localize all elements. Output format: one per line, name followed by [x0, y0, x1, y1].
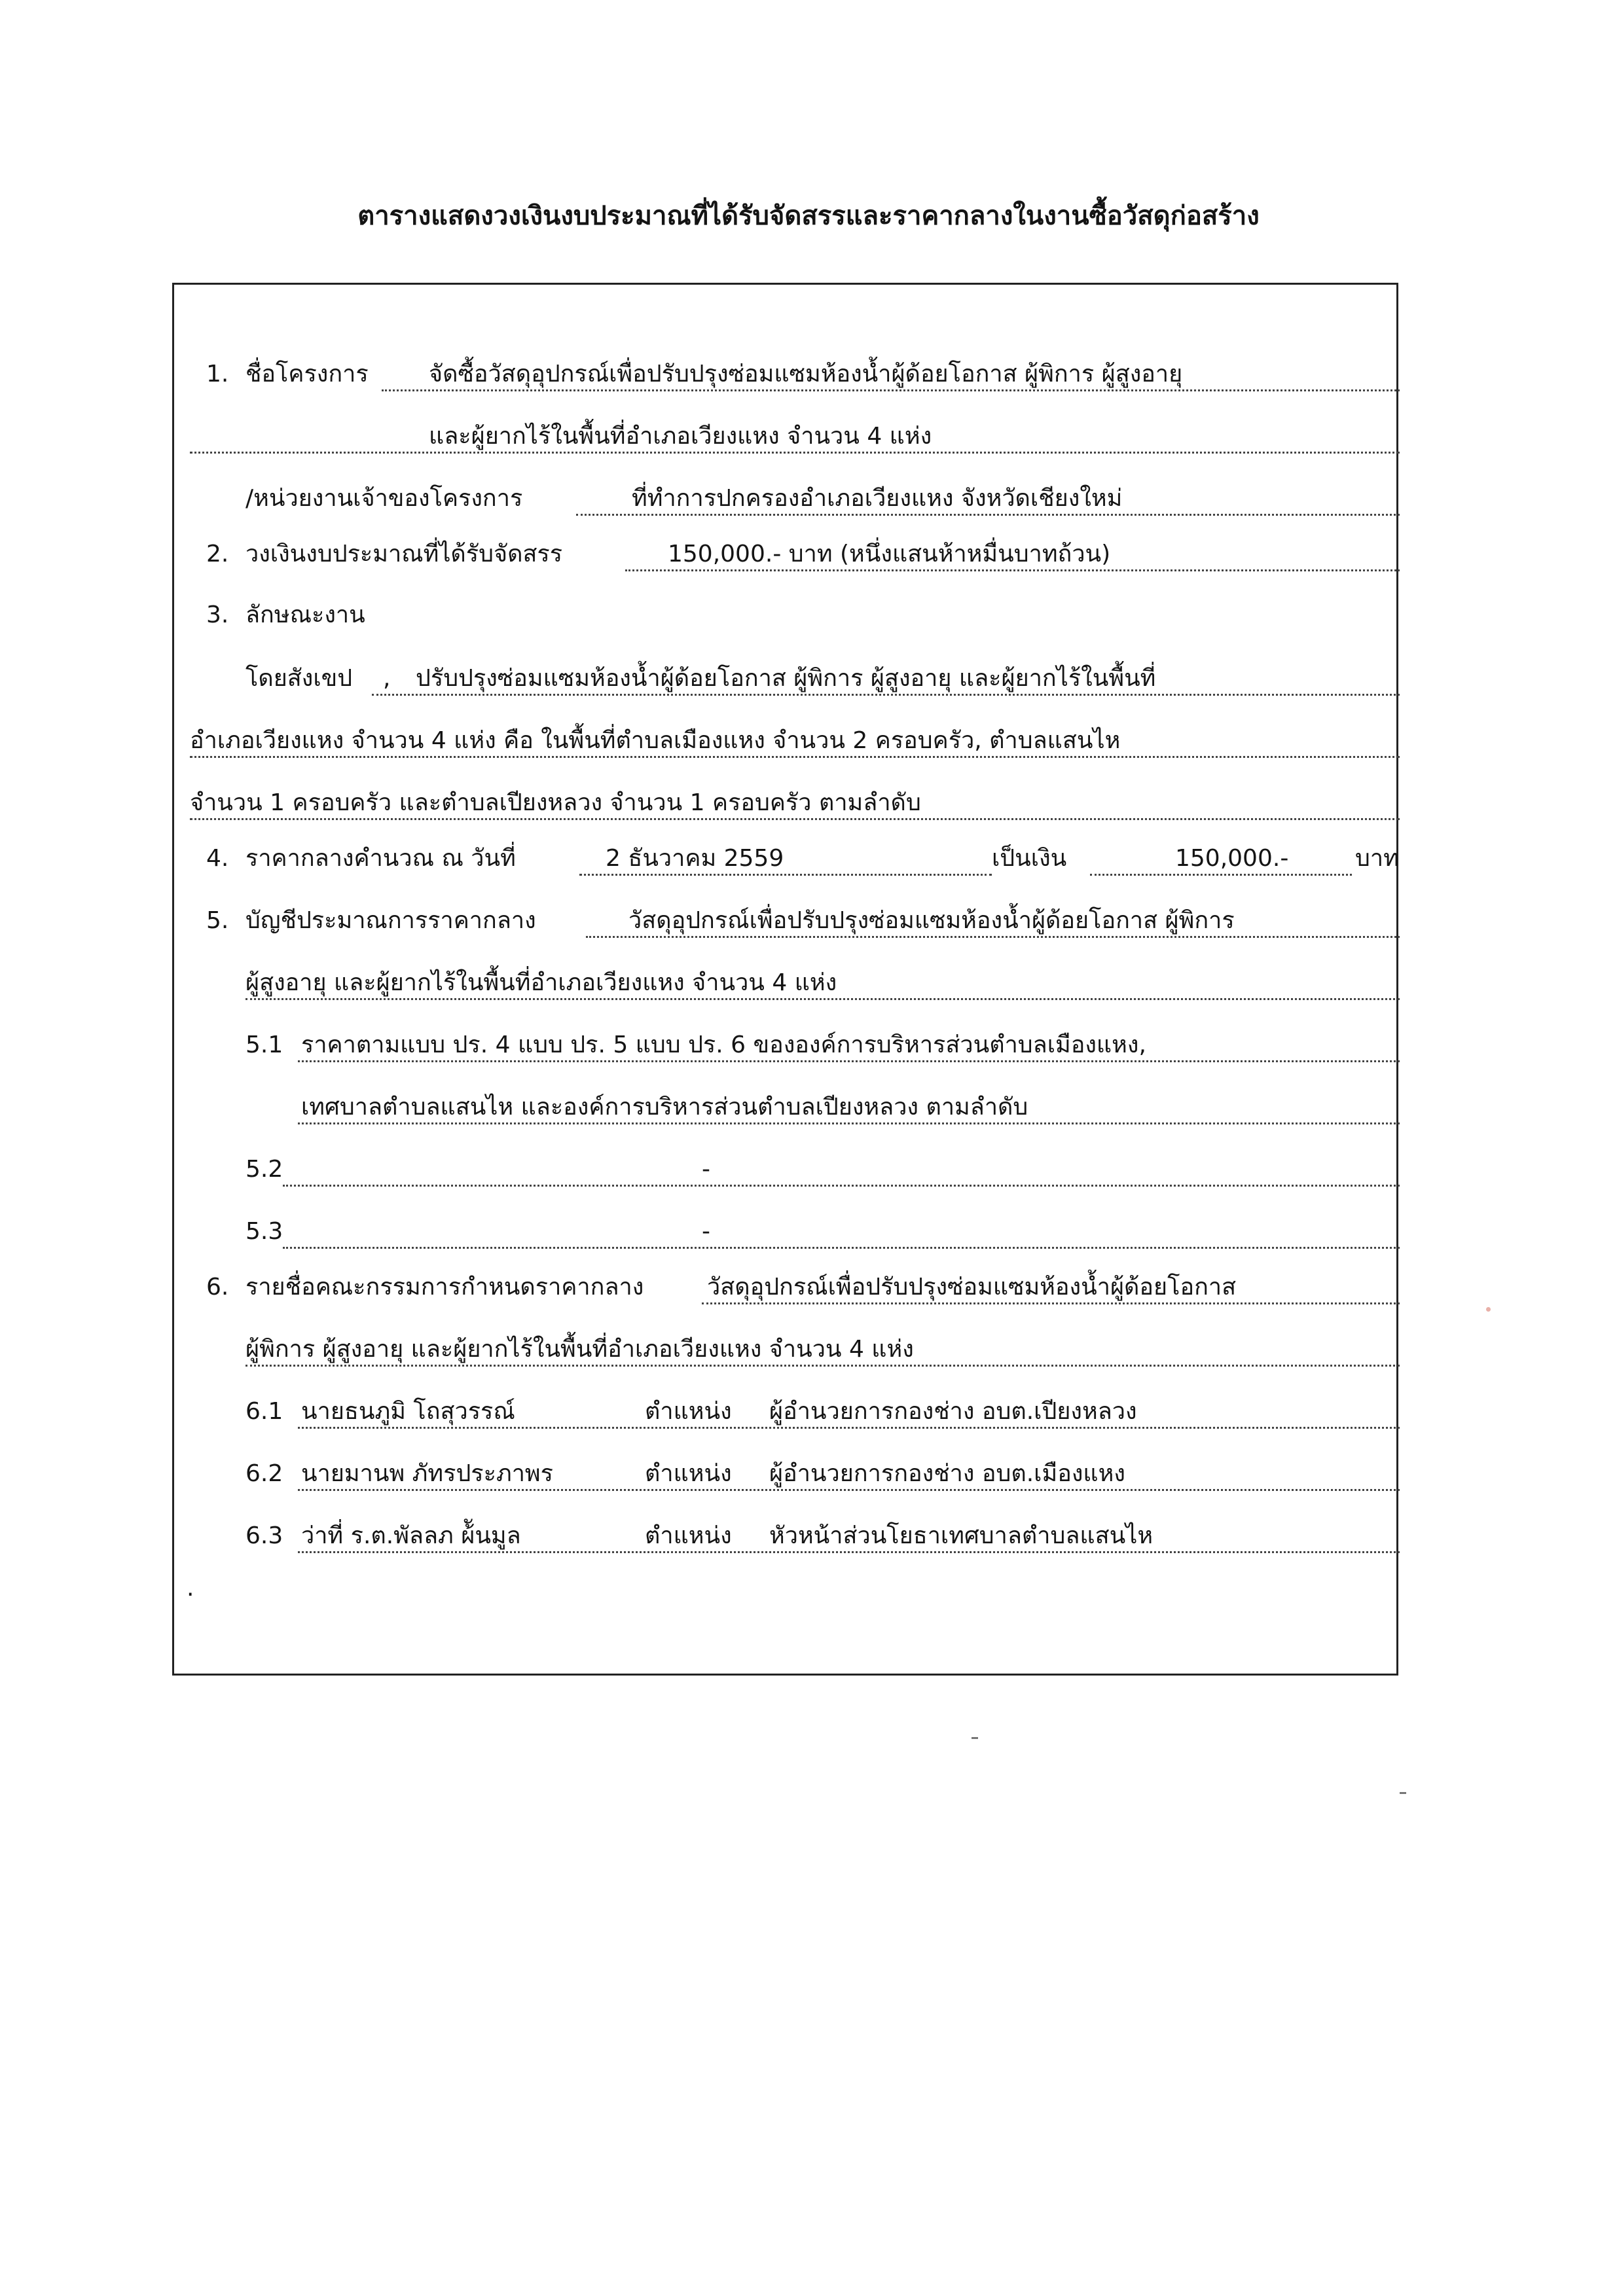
- item3-row: [0, 594, 1617, 634]
- item1-label: ชื่อโครงการ: [245, 361, 369, 387]
- item2-number: 2.: [206, 541, 229, 567]
- item3-summary-row2: [0, 720, 1617, 759]
- item5-row2: [0, 962, 1617, 1001]
- item5-1-row1: [0, 1024, 1617, 1064]
- item1-project-name-cont: และผู้ยากไร้ในพื้นที่อำเภอเวียงแหง จำนวน 4 แห่ง: [429, 423, 932, 450]
- item5-1-fill-line-2: [298, 1122, 1400, 1124]
- item6-fill-line-1: [702, 1302, 1400, 1304]
- item4-number: 4.: [206, 845, 229, 872]
- item6-number: 6.: [206, 1274, 229, 1300]
- item5-3-fill-line: [283, 1247, 1400, 1249]
- member-1-number: 6.1: [245, 1398, 283, 1425]
- scan-speck: [1486, 1307, 1491, 1312]
- item5-2-fill-line: [283, 1185, 1400, 1187]
- item5-2-row: [0, 1149, 1617, 1188]
- member-2-name: นายมานพ ภัทรประภาพร: [301, 1460, 553, 1487]
- scan-speck: [1400, 1792, 1406, 1794]
- item3-label: ลักษณะงาน: [245, 601, 365, 628]
- member-2-fill-line: [298, 1489, 1400, 1491]
- item6-value-line2: ผู้พิการ ผู้สูงอายุ และผู้ยากไร้ในพื้นที่อำเภอเวียงแหง จำนวน 4 แห่ง: [245, 1336, 914, 1363]
- item4-date: 2 ธันวาคม 2559: [606, 845, 784, 872]
- item3-summary-row1: [0, 658, 1617, 697]
- item4-row: [0, 838, 1617, 877]
- item5-number: 5.: [206, 907, 229, 934]
- member-3-name: ว่าที่ ร.ต.พัลลภ ผ้ันมูล: [301, 1522, 521, 1549]
- item3-summary-label: โดยสังเขป: [245, 665, 353, 692]
- item4-label: ราคากลางคำนวณ ณ วันที่: [245, 845, 516, 872]
- item3-summary-line2: อำเภอเวียงแหง จำนวน 4 แห่ง คือ ในพื้นที่ตำบลเมืองแหง จำนวน 2 ครอบครัว, ตำบลแสนไห: [190, 727, 1121, 754]
- item6-member-2: [0, 1453, 1617, 1492]
- item5-label: บัญชีประมาณการราคากลาง: [245, 907, 536, 934]
- item5-2-value: -: [702, 1156, 710, 1183]
- item5-3-number: 5.3: [245, 1218, 283, 1245]
- item3-summary-row3: [0, 782, 1617, 821]
- item1-fill-line: [382, 389, 1400, 391]
- member-3-fill-line: [298, 1551, 1400, 1553]
- member-3-number: 6.3: [245, 1522, 283, 1549]
- item3-number: 3.: [206, 601, 229, 628]
- member-3-position: หัวหน้าส่วนโยธาเทศบาลตำบลแสนไห: [769, 1522, 1154, 1549]
- item2-label: วงเงินงบประมาณที่ได้รับจัดสรร: [245, 541, 563, 567]
- member-1-name: นายธนภูมิ โถสุวรรณ์: [301, 1398, 515, 1425]
- item4-amount: 150,000.-: [1175, 845, 1289, 872]
- item1-row2: [0, 416, 1617, 455]
- item1-agency-value: ที่ทำการปกครองอำเภอเวียงแหง จังหวัดเชียงใหม่: [632, 485, 1123, 512]
- member-1-position-label: ตำแหน่ง: [645, 1398, 732, 1425]
- item2-budget-value: 150,000.- บาท (หนึ่งแสนห้าหมื่นบาทถ้วน): [668, 541, 1111, 567]
- member-1-fill-line: [298, 1427, 1400, 1429]
- item1-agency-fill-line: [576, 514, 1400, 516]
- item5-1-row2: [0, 1086, 1617, 1126]
- item1-number: 1.: [206, 361, 229, 387]
- item1-fill-line-2: [190, 452, 1400, 454]
- item6-row1: [0, 1266, 1617, 1306]
- member-2-position-label: ตำแหน่ง: [645, 1460, 732, 1487]
- item5-2-number: 5.2: [245, 1156, 283, 1183]
- item5-3-value: -: [702, 1218, 710, 1245]
- item6-fill-line-2: [245, 1365, 1400, 1367]
- item4-amount-label: เป็นเงิน: [992, 845, 1067, 872]
- member-1-position: ผู้อำนวยการกองช่าง อบต.เปียงหลวง: [769, 1398, 1137, 1425]
- item1-row1: [0, 353, 1617, 393]
- item5-1-fill-line-1: [298, 1060, 1400, 1062]
- item4-unit: บาท: [1355, 845, 1399, 872]
- item5-3-row: [0, 1211, 1617, 1250]
- item5-row1: [0, 900, 1617, 939]
- item5-1-number: 5.1: [245, 1031, 283, 1058]
- item3-summary-line1: ปรับปรุงซ่อมแซมห้องน้ำผู้ด้อยโอกาส ผู้พิการ ผู้สูงอายุ และผู้ยากไร้ในพื้นที่: [416, 665, 1156, 692]
- end-dot: .: [187, 1575, 194, 1602]
- item6-value-line1: วัสดุอุปกรณ์เพื่อปรับปรุงซ่อมแซมห้องน้ำผู้ด้อยโอกาส: [707, 1274, 1237, 1300]
- item3-fill-line-1: [372, 694, 1400, 696]
- item3-summary-comma: ,: [383, 665, 391, 692]
- scan-speck: [972, 1737, 978, 1739]
- member-2-position: ผู้อำนวยการกองช่าง อบต.เมืองแหง: [769, 1460, 1125, 1487]
- item1-row3: [0, 478, 1617, 517]
- item6-member-3: [0, 1515, 1617, 1554]
- item5-fill-line-2: [245, 998, 1400, 1000]
- item5-value-line2: ผู้สูงอายุ และผู้ยากไร้ในพื้นที่อำเภอเวียงแหง จำนวน 4 แห่ง: [245, 969, 837, 996]
- item1-project-name: จัดซื้อวัสดุอุปกรณ์เพื่อปรับปรุงซ่อมแซมห้องน้ำผู้ด้อยโอกาส ผู้พิการ ผู้สูงอายุ: [429, 361, 1183, 387]
- item4-date-fill-line: [579, 874, 992, 876]
- item1-agency-label: /หน่วยงานเจ้าของโครงการ: [245, 485, 523, 512]
- member-3-position-label: ตำแหน่ง: [645, 1522, 732, 1549]
- item3-fill-line-2: [190, 756, 1400, 758]
- end-mark-row: [0, 1568, 1617, 1607]
- page-title: ตารางแสดงวงเงินงบประมาณที่ได้รับจัดสรรและราคากลางในงานซื้อวัสดุก่อสร้าง: [357, 201, 1260, 231]
- item3-fill-line-3: [190, 818, 1400, 820]
- item5-1-line2: เทศบาลตำบลแสนไห และองค์การบริหารส่วนตำบลเปียงหลวง ตามลำดับ: [301, 1094, 1028, 1121]
- item6-row2: [0, 1329, 1617, 1368]
- item5-fill-line-1: [586, 936, 1400, 938]
- item5-1-line1: ราคาตามแบบ ปร. 4 แบบ ปร. 5 แบบ ปร. 6 ขององค์การบริหารส่วนตำบลเมืองแหง,: [301, 1031, 1146, 1058]
- item2-fill-line: [625, 569, 1400, 571]
- member-2-number: 6.2: [245, 1460, 283, 1487]
- item6-member-1: [0, 1391, 1617, 1430]
- item3-summary-line3: จำนวน 1 ครอบครัว และตำบลเปียงหลวง จำนวน 1 ครอบครัว ตามลำดับ: [190, 789, 921, 816]
- item6-label: รายชื่อคณะกรรมการกำหนดราคากลาง: [245, 1274, 644, 1300]
- item2-row: [0, 533, 1617, 573]
- item4-amount-fill-line: [1090, 874, 1352, 876]
- item5-value-line1: วัสดุอุปกรณ์เพื่อปรับปรุงซ่อมแซมห้องน้ำผู้ด้อยโอกาส ผู้พิการ: [628, 907, 1235, 934]
